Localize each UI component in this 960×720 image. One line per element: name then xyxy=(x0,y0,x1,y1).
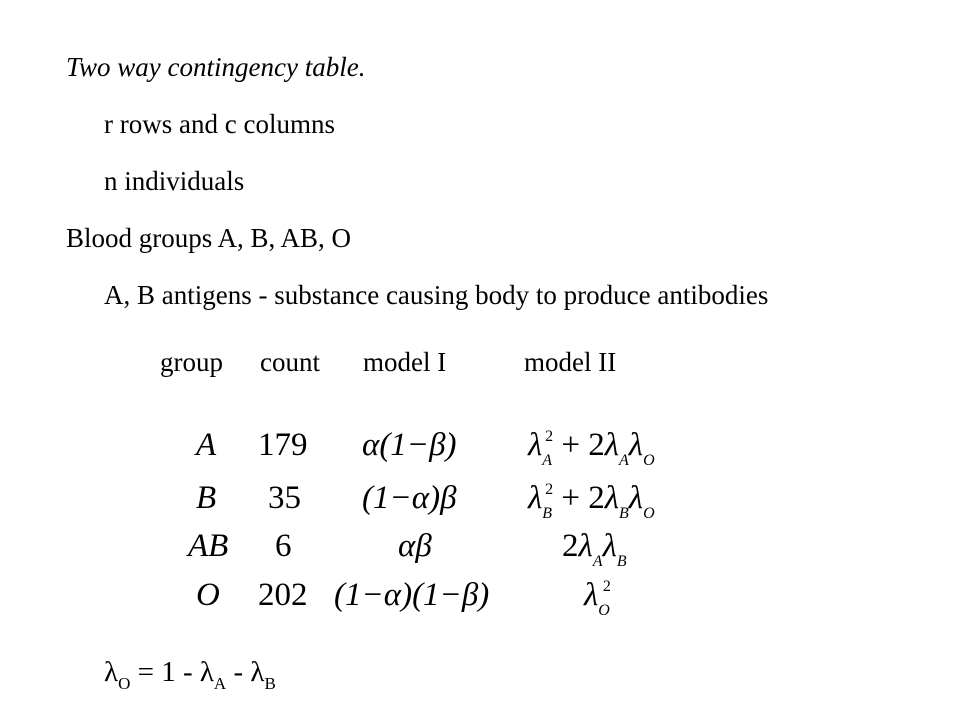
lambda-symbol: λ xyxy=(199,656,214,688)
header-group: group xyxy=(160,347,223,377)
blood-groups-text: Blood groups A, B, AB, O xyxy=(66,223,352,253)
row-model1: αβ xyxy=(398,528,432,564)
subscript-b: B xyxy=(264,674,276,693)
row-group: AB xyxy=(188,528,229,564)
antigens-text: A, B antigens - substance causing body to produce antibodies xyxy=(104,280,769,310)
row-count: 35 xyxy=(268,480,301,516)
lambda-symbol: λ xyxy=(250,656,265,688)
subscript-a: A xyxy=(213,674,227,693)
lambda-symbol: λ xyxy=(104,656,119,688)
row-group: O xyxy=(196,577,220,613)
formula-equals: = 1 - xyxy=(130,656,200,688)
page-title: Two way contingency table. xyxy=(66,52,366,82)
row-model2: $\lambda_B^2 + 2\lambda_B\lambda_O$ xyxy=(528,480,655,522)
row-count: 202 xyxy=(258,577,308,613)
individuals-text: n individuals xyxy=(104,166,245,196)
row-model2: $\lambda_O^2$ xyxy=(584,577,611,619)
subscript-o: O xyxy=(118,674,131,693)
row-count: 179 xyxy=(258,427,308,463)
header-count: count xyxy=(260,347,320,377)
header-model1: model I xyxy=(363,347,447,377)
rows-cols-text: r rows and c columns xyxy=(104,109,335,139)
row-model1: (1−α)β xyxy=(362,480,457,516)
row-model2: $2\lambda_A\lambda_B$ xyxy=(562,528,627,570)
row-group: A xyxy=(196,427,217,463)
row-model1: α(1−β) xyxy=(362,427,457,463)
row-model1: (1−α)(1−β) xyxy=(334,577,490,613)
row-group: B xyxy=(196,480,217,516)
row-count: 6 xyxy=(275,528,292,564)
formula-minus: - xyxy=(226,656,251,688)
row-model2: $\lambda_A^2 + 2\lambda_A\lambda_O$ xyxy=(528,427,655,469)
lambda-o-formula xyxy=(104,655,276,693)
header-model2: model II xyxy=(524,347,617,377)
